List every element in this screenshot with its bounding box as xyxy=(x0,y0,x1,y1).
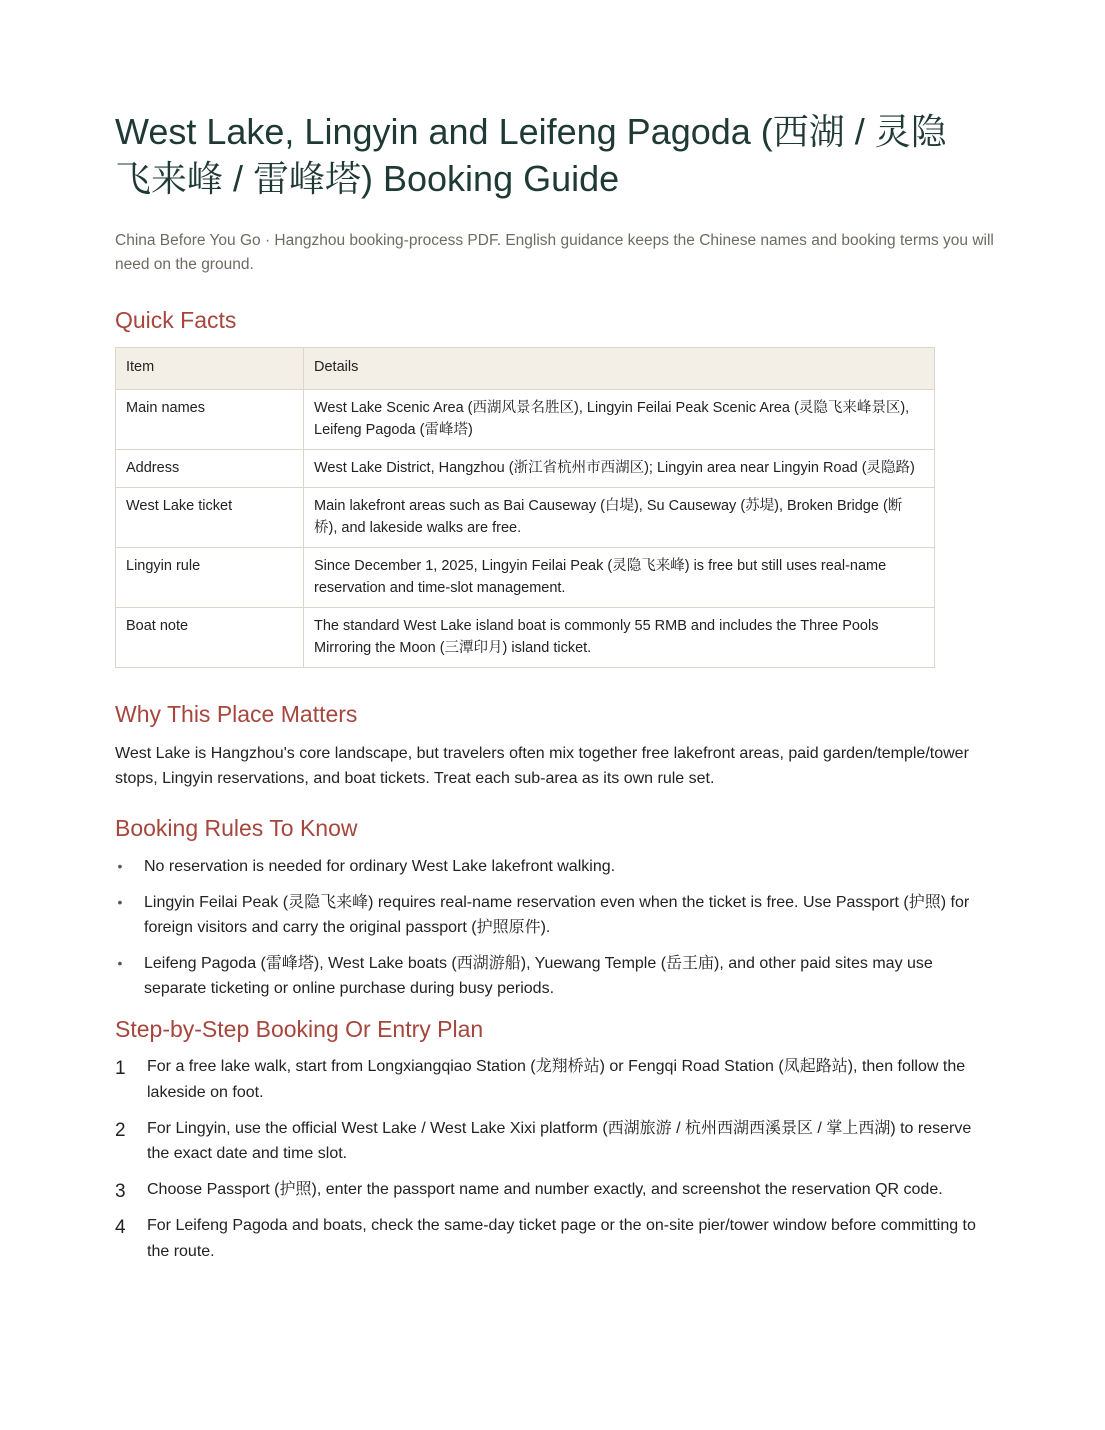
table-row xyxy=(116,450,935,488)
step-number: 2 xyxy=(115,1119,126,1141)
why-heading: Why This Place Matters xyxy=(115,701,358,727)
list-item xyxy=(115,890,995,940)
table-cell-item: Address xyxy=(116,450,304,488)
step-text: For Leifeng Pagoda and boats, check the same-day ticket page or the on-site pier/tower window before committing to the route. xyxy=(147,1217,976,1260)
booking-rules-list xyxy=(115,854,995,1001)
table-header-row xyxy=(116,348,935,390)
rule-text: No reservation is needed for ordinary West Lake lakefront walking. xyxy=(144,858,616,875)
rule-text: Leifeng Pagoda (雷峰塔), West Lake boats (西湖游船), Yuewang Temple (岳王庙), and other paid sites may use separate ticketing or online purchase during busy periods. xyxy=(144,955,933,997)
step-number: 4 xyxy=(115,1217,126,1238)
table-row xyxy=(116,488,935,548)
column-header-details: Details xyxy=(304,348,935,390)
table-cell-item: West Lake ticket xyxy=(116,488,304,548)
quick-facts-heading: Quick Facts xyxy=(115,307,237,333)
table-cell-details: Main lakefront areas such as Bai Causeway (白堤), Su Causeway (苏堤), Broken Bridge (断桥), and lakeside walks are free. xyxy=(304,488,935,548)
table-row xyxy=(116,608,935,668)
list-item xyxy=(115,1177,995,1203)
table-cell-item: Main names xyxy=(116,390,304,450)
table-cell-details: West Lake Scenic Area (西湖风景名胜区), Lingyin Feilai Peak Scenic Area (灵隐飞来峰景区), Leifeng Pagoda (雷峰塔) xyxy=(304,390,935,450)
step-number: 3 xyxy=(115,1181,126,1202)
step-text: For Lingyin, use the official West Lake / West Lake Xixi platform (西湖旅游 / 杭州西湖西溪景区 / 掌上西湖) to reserve the exact date and time slot. xyxy=(147,1119,972,1162)
table-row xyxy=(116,390,935,450)
step-text: Choose Passport (护照), enter the passport name and number exactly, and screenshot the reservation QR code. xyxy=(147,1181,943,1198)
steps-heading: Step-by-Step Booking Or Entry Plan xyxy=(115,1016,484,1042)
list-item xyxy=(115,1054,995,1105)
table-cell-details: Since December 1, 2025, Lingyin Feilai Peak (灵隐飞来峰) is free but still uses real-name reservation and time-slot management. xyxy=(304,548,935,608)
table-cell-details: The standard West Lake island boat is commonly 55 RMB and includes the Three Pools Mirroring the Moon (三潭印月) island ticket. xyxy=(304,608,935,668)
page-title: West Lake, Lingyin and Leifeng Pagoda (西湖 / 灵隐飞来峰 / 雷峰塔) Booking Guide xyxy=(115,111,947,199)
quick-facts-table xyxy=(115,347,935,668)
step-number: 1 xyxy=(115,1058,126,1079)
bullet-marker: • xyxy=(117,858,123,874)
why-paragraph: West Lake is Hangzhou's core landscape, but travelers often mix together free lakefront areas, paid garden/temple/tower stops, Lingyin reservations, and boat tickets. Treat each sub-area as its own rule set. xyxy=(115,745,969,787)
document-page xyxy=(115,108,995,1275)
list-item xyxy=(115,1116,995,1167)
list-item xyxy=(115,951,995,1001)
list-item xyxy=(115,854,995,879)
table-cell-item: Lingyin rule xyxy=(116,548,304,608)
list-item xyxy=(115,1213,995,1264)
bullet-marker: • xyxy=(117,955,123,971)
booking-rules-heading: Booking Rules To Know xyxy=(115,815,358,841)
step-text: For a free lake walk, start from Longxiangqiao Station (龙翔桥站) or Fengqi Road Station (凤起路站), then follow the lakeside on foot. xyxy=(147,1058,966,1101)
bullet-marker: • xyxy=(117,894,123,910)
table-cell-item: Boat note xyxy=(116,608,304,668)
table-row xyxy=(116,548,935,608)
rule-text: Lingyin Feilai Peak (灵隐飞来峰) requires real-name reservation even when the ticket is free. Use Passport (护照) for foreign visitors and carry the original passport (护照原件). xyxy=(144,894,970,936)
page-subtitle: China Before You Go · Hangzhou booking-process PDF. English guidance keeps the Chinese names and booking terms you will need on the ground. xyxy=(115,232,994,273)
steps-list xyxy=(115,1054,995,1264)
column-header-item: Item xyxy=(116,348,304,390)
table-cell-details: West Lake District, Hangzhou (浙江省杭州市西湖区); Lingyin area near Lingyin Road (灵隐路) xyxy=(304,450,935,488)
